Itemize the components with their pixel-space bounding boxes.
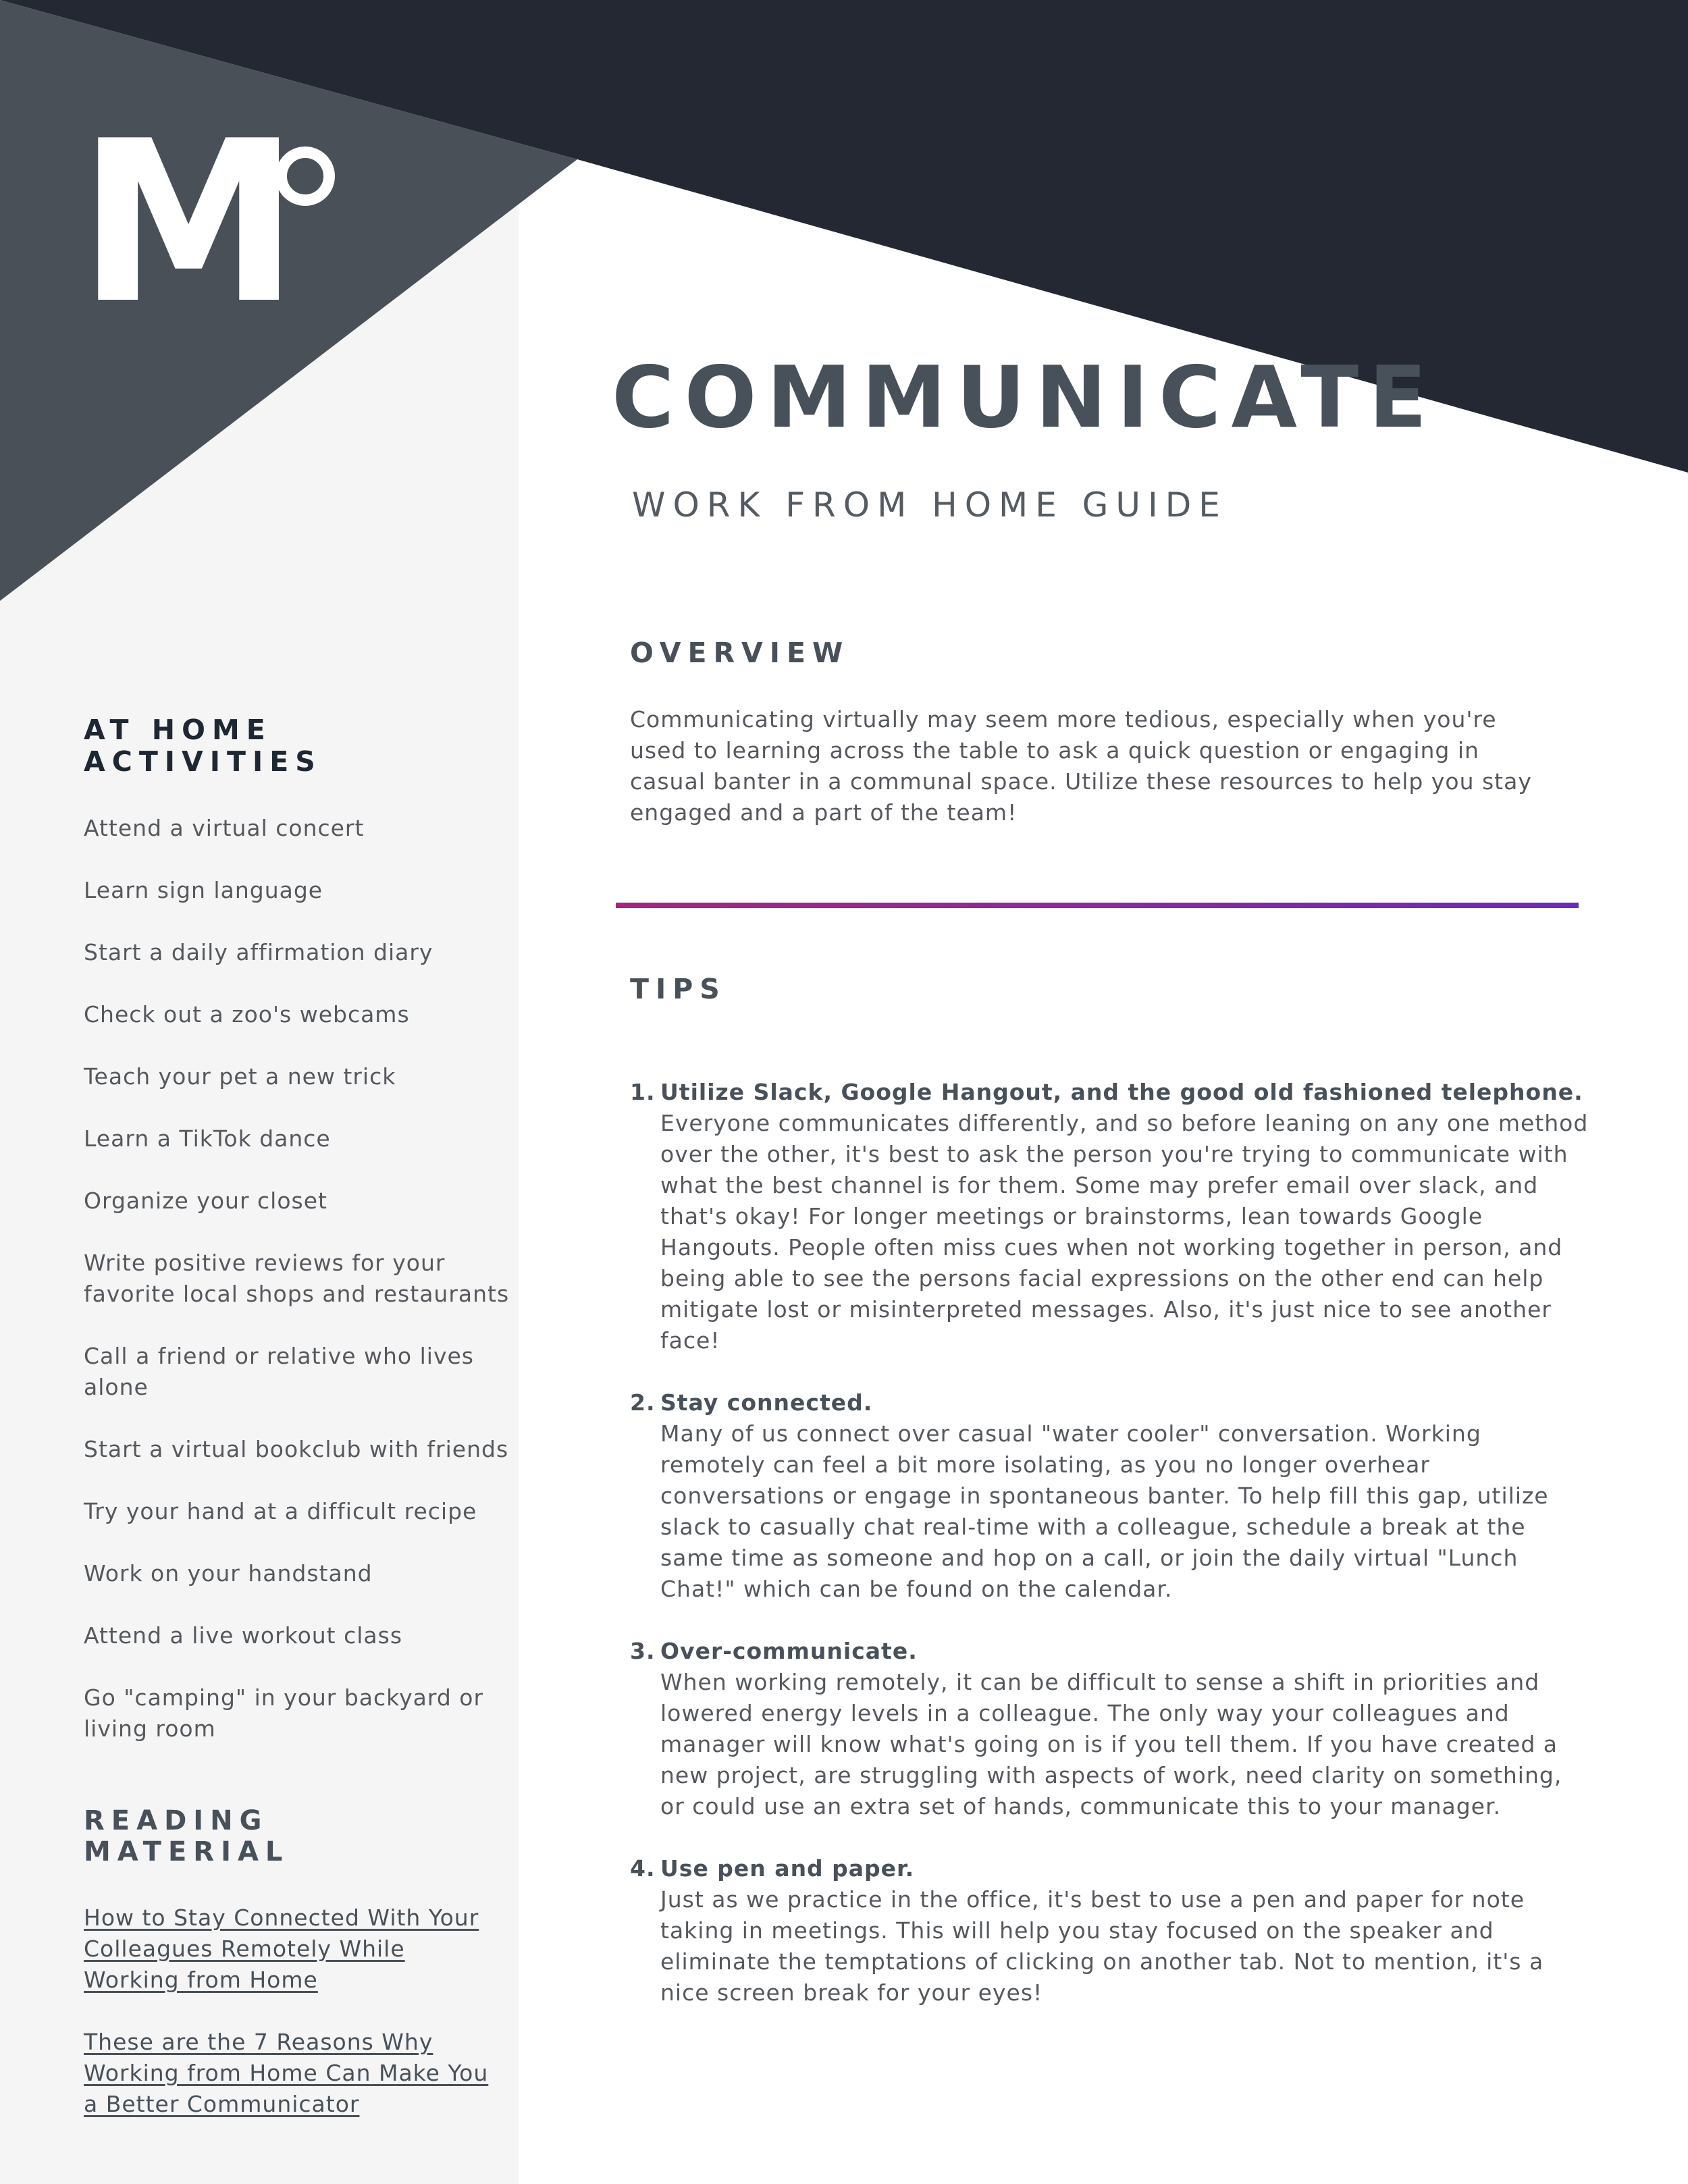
activity-item: Attend a virtual concert bbox=[84, 815, 365, 842]
gradient-divider bbox=[616, 903, 1579, 908]
activity-item: Call a friend or relative who lives alone bbox=[84, 1343, 474, 1401]
tip-title: Stay connected. bbox=[660, 1389, 873, 1416]
tip-number: 3. bbox=[630, 1638, 656, 1665]
logo-letter: M bbox=[78, 93, 293, 352]
activity-item: Learn a TikTok dance bbox=[84, 1125, 331, 1152]
activities-section bbox=[84, 714, 516, 1776]
tip-title: Over-communicate. bbox=[660, 1638, 918, 1665]
activity-item: Write positive reviews for your favorite local shops and restaurants bbox=[84, 1250, 510, 1308]
activity-item: Check out a zoo's webcams bbox=[84, 1001, 410, 1028]
page-subtitle: WORK FROM HOME GUIDE bbox=[632, 485, 1228, 525]
activity-item: Learn sign language bbox=[84, 877, 323, 904]
overview-text: Communicating virtually may seem more tedious, especially when you're used to learning across the table to ask a quick question or engaging in casual banter in a communal space. Utilize these resources to help you stay engaged and a part of the team! bbox=[630, 706, 1532, 826]
activity-item: Organize your closet bbox=[84, 1188, 327, 1215]
activity-item: Go "camping" in your backyard or living room bbox=[84, 1684, 484, 1742]
tip-text: Just as we practice in the office, it's best to use a pen and paper for note taking in meetings. This will help you stay focused on the speaker and eliminate the temptations of clicking on another tab. Not to mention, it's a nice screen break for your eyes! bbox=[660, 1886, 1544, 2006]
tip-text: Many of us connect over casual "water cooler" conversation. Working remotely can feel a bit more isolating, as you no longer overhear conversations or engage in spontaneous banter. To help fill this gap, utilize slack to casually chat real-time with a colleague, schedule a break at the same time as someone and hop on a call, or join the daily virtual "Lunch Chat!" which can be found on the calendar. bbox=[660, 1420, 1549, 1603]
reading-list bbox=[84, 1902, 489, 2120]
page-title: COMMUNICATE bbox=[612, 348, 1438, 447]
reading-list-item bbox=[84, 2027, 489, 2120]
tip-item bbox=[630, 1636, 1589, 1822]
tip-text: Everyone communicates differently, and so before leaning on any one method over the other, it's best to ask the person you're trying to communicate with what the best channel is for them. Some may prefer email over slack, and that's okay! For longer meetings or brainstorms, lean towards Google Hangouts. People often miss cues when not working together in person, and being able to see the persons facial expressions on the other end can help mitigate lost or misinterpreted messages. Also, it's just nice to see another face! bbox=[660, 1110, 1589, 1354]
activity-item: Teach your pet a new trick bbox=[84, 1063, 396, 1090]
degree-circle-icon bbox=[275, 147, 335, 206]
tips-heading: TIPS bbox=[630, 973, 727, 1005]
tip-text: When working remotely, it can be difficult to sense a shift in priorities and lowered energy levels in a colleague. The only way your colleagues and manager will know what's going on is if you tell them. If you have created a new project, are struggling with aspects of work, need clarity on something, or could use an extra set of hands, communicate this to your manager. bbox=[660, 1669, 1562, 1820]
activity-item: Start a daily affirmation diary bbox=[84, 939, 433, 966]
tip-content bbox=[660, 1636, 1589, 1822]
reading-link[interactable]: These are the 7 Reasons Why Working from Home Can Make You a Better Communicator bbox=[84, 2029, 489, 2117]
activity-item: Try your hand at a difficult recipe bbox=[84, 1498, 477, 1525]
tip-content bbox=[660, 1387, 1589, 1605]
reading-heading: READING MATERIAL bbox=[84, 1805, 290, 1867]
overview-heading: OVERVIEW bbox=[630, 637, 850, 669]
tip-number: 4. bbox=[630, 1855, 656, 1882]
tip-content bbox=[660, 1853, 1589, 2008]
tip-title: Utilize Slack, Google Hangout, and the good old fashioned telephone. bbox=[660, 1079, 1583, 1106]
tips-section bbox=[630, 974, 1589, 2040]
reading-section bbox=[84, 1805, 489, 2151]
tip-content bbox=[660, 1077, 1589, 1356]
activity-item: Work on your handstand bbox=[84, 1560, 373, 1587]
tip-item bbox=[630, 1387, 1589, 1605]
activities-list bbox=[84, 813, 516, 1744]
activity-item: Attend a live workout class bbox=[84, 1622, 403, 1649]
tip-number: 1. bbox=[630, 1079, 656, 1106]
activities-heading: AT HOME ACTIVITIES bbox=[84, 714, 322, 778]
reading-link[interactable]: How to Stay Connected With Your Colleagues Remotely While Working from Home bbox=[84, 1905, 479, 1993]
logo bbox=[78, 93, 334, 352]
overview-section bbox=[630, 637, 1548, 828]
activity-item: Start a virtual bookclub with friends bbox=[84, 1436, 509, 1463]
tips-list bbox=[630, 1077, 1589, 2008]
tip-item bbox=[630, 1853, 1589, 2008]
tip-number: 2. bbox=[630, 1389, 656, 1416]
tip-item bbox=[630, 1077, 1589, 1356]
tip-title: Use pen and paper. bbox=[660, 1855, 915, 1882]
reading-list-item bbox=[84, 1902, 489, 1996]
